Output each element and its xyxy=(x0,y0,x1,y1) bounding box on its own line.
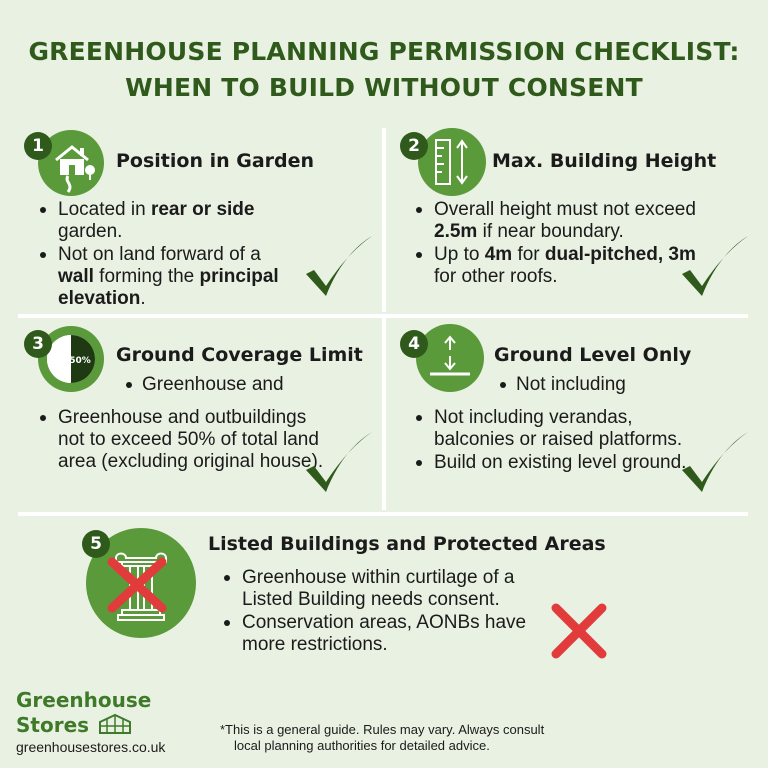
page-title xyxy=(0,34,768,106)
cross-icon xyxy=(548,600,610,662)
ruler-height-icon xyxy=(418,128,486,196)
partial-bullet-item: Greenhouse and xyxy=(126,374,284,396)
step-number: 5 xyxy=(82,530,110,558)
bullet-item: Greenhouse and outbuildings not to exceed 50% of total land area (excluding original house). xyxy=(36,407,326,473)
bullet-list xyxy=(412,199,712,289)
card-title: Ground Level Only xyxy=(494,344,692,366)
card-title: Max. Building Height xyxy=(492,150,717,172)
bullet-item: Greenhouse within curtilage of a Listed Building needs consent. xyxy=(220,567,530,611)
disclaimer xyxy=(220,722,580,754)
bold-text: principal elevation xyxy=(58,266,279,309)
badge-circle xyxy=(416,324,484,392)
check-icon xyxy=(300,230,376,306)
disclaimer-line-1: *This is a general guide. Rules may vary. Always consult xyxy=(220,722,545,737)
bullet-list xyxy=(412,407,712,475)
disclaimer-line-2: local planning authorities for detailed advice. xyxy=(234,738,490,753)
brand-url: greenhousestores.co.uk xyxy=(16,739,166,755)
title-line-2: WHEN TO BUILD WITHOUT CONSENT xyxy=(125,73,643,102)
bullet-item: Build on existing level ground. xyxy=(412,452,712,474)
card-title: Ground Coverage Limit xyxy=(116,344,363,366)
check-icon xyxy=(300,426,376,502)
bullet-item: Not on land forward of a wall forming the principal elevation. xyxy=(36,244,296,310)
step-number: 4 xyxy=(400,330,428,358)
partial-bullet-item: Not including xyxy=(500,374,626,396)
bold-text: wall xyxy=(58,266,94,287)
step-number: 3 xyxy=(24,330,52,358)
title-line-1: GREENHOUSE PLANNING PERMISSION CHECKLIST: xyxy=(28,37,740,66)
card-title: Listed Buildings and Protected Areas xyxy=(208,533,606,555)
vertical-divider-middle xyxy=(382,318,386,510)
greenhouse-logo-icon xyxy=(98,713,132,735)
bullet-item: Not including verandas, balconies or raised platforms. xyxy=(412,407,712,451)
step-number: 1 xyxy=(24,132,52,160)
badge-circle xyxy=(418,128,486,196)
check-icon xyxy=(676,230,752,306)
bold-text: 2.5m xyxy=(434,221,478,242)
bold-text: 4m xyxy=(484,244,513,265)
check-icon xyxy=(676,426,752,502)
bullet-item: Located in rear or side garden. xyxy=(36,199,296,243)
brand-name-line-2-text: Stores xyxy=(16,713,90,737)
bullet-list xyxy=(36,407,326,474)
vertical-divider-top xyxy=(382,128,386,312)
bullet-item: Up to 4m for dual-pitched, 3m for other roofs. xyxy=(412,244,712,288)
bullet-list xyxy=(220,567,530,657)
bullet-list xyxy=(36,199,296,311)
bold-text: dual-pitched, xyxy=(544,244,664,265)
pie-label: 50% xyxy=(69,356,91,366)
bullet-item: Conservation areas, AONBs have more restrictions. xyxy=(220,612,530,656)
brand-name-line-1: Greenhouse xyxy=(16,688,152,712)
step-number: 2 xyxy=(400,132,428,160)
level-arrows-icon xyxy=(416,324,484,392)
horizontal-divider-bottom xyxy=(18,512,748,516)
card-title: Position in Garden xyxy=(116,150,315,172)
bullet-item: Overall height must not exceed 2.5m if near boundary. xyxy=(412,199,712,243)
bold-text: rear or side xyxy=(150,199,255,220)
brand-name-line-2 xyxy=(16,713,132,737)
bold-text: 3m xyxy=(668,244,696,265)
